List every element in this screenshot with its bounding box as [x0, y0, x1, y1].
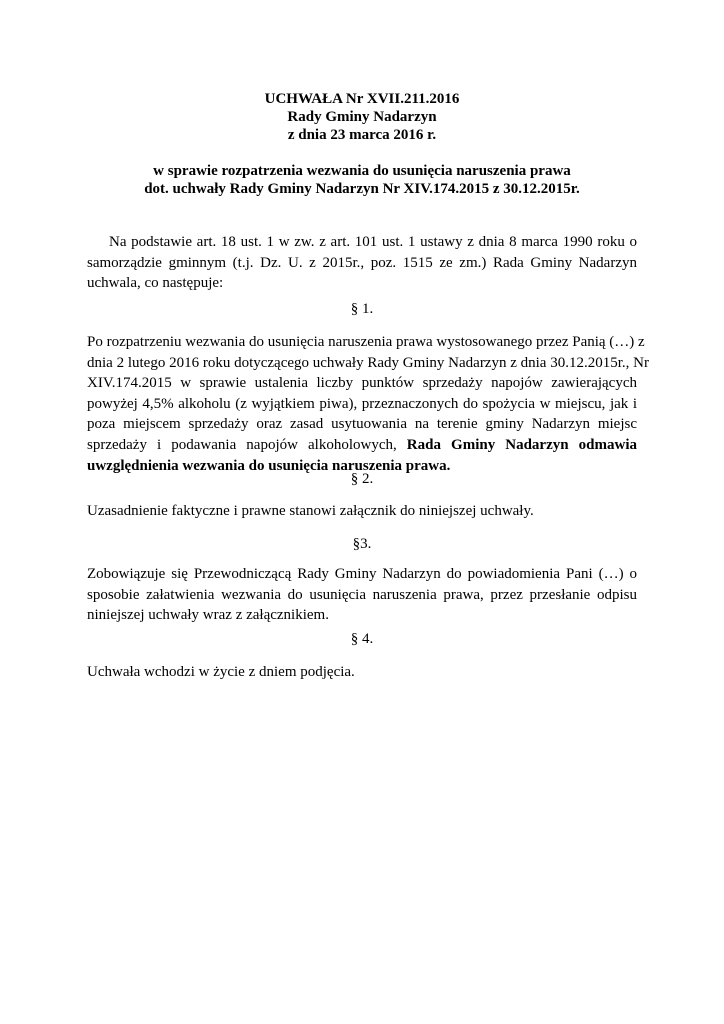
preamble-line: uchwala, co następuje: [87, 275, 224, 292]
subject-line-1: w sprawie rozpatrzenia wezwania do usunięcia naruszenia prawa [153, 163, 571, 179]
preamble-line: Na podstawie art. 18 ust. 1 w zw. z art. 101 ust. 1 ustawy z dnia 8 marca 1990 roku o [109, 234, 637, 250]
section-3-line: niniejszej uchwały wraz z załącznikiem. [87, 607, 329, 624]
section-2-heading: § 2. [350, 471, 374, 487]
section-2-paragraph [87, 501, 637, 522]
section-1-decision-text: uwzględnienia wezwania do usunięcia naruszenia prawa. [87, 457, 451, 474]
section-4-line: Uchwała wchodzi w życie z dniem podjęcia. [87, 664, 355, 680]
section-1-line: dnia 2 lutego 2016 roku dotyczącego uchwały Rady Gminy Nadarzyn z dnia 30.12.2015r., Nr [87, 354, 649, 371]
section-3-paragraph [87, 564, 637, 626]
section-1-decision-text: Rada Gminy Nadarzyn odmawia [406, 436, 637, 453]
section-3-line: Zobowiązuje się Przewodniczącą Rady Gminy Nadarzyn do powiadomienia Pani (…) o [87, 566, 637, 582]
section-1-heading: § 1. [350, 301, 374, 317]
section-1-line: XIV.174.2015 w sprawie ustalenia liczby punktów sprzedaży napojów zawierających [87, 375, 637, 392]
section-3-line: sposobie załatwienia wezwania do usunięcia naruszenia prawa, przez przesłanie odpisu [87, 586, 637, 603]
council-name: Rady Gminy Nadarzyn [287, 109, 437, 125]
section-4-heading: § 4. [350, 631, 374, 647]
section-2-line: Uzasadnienie faktyczne i prawne stanowi załącznik do niniejszej uchwały. [87, 503, 534, 519]
section-1-line [87, 435, 637, 456]
preamble-paragraph [87, 232, 637, 294]
section-1-line: powyżej 4,5% alkoholu (z wyjątkiem piwa), przeznaczonych do spożycia w miejscu, jak i [87, 395, 637, 412]
section-4-paragraph [87, 662, 637, 683]
section-3-heading: §3. [352, 536, 372, 552]
resolution-date: z dnia 23 marca 2016 r. [287, 127, 437, 143]
section-1-paragraph [87, 332, 649, 476]
section-1-line: poza miejscem sprzedaży oraz zasad usytuowania na terenie gminy Nadarzyn miejsc [87, 416, 637, 433]
section-1-plain-text: sprzedaży i podawania napojów alkoholowych, [87, 436, 397, 453]
preamble-line: samorządzie gminnym (t.j. Dz. U. z 2015r., poz. 1515 ze zm.) Rada Gminy Nadarzyn [87, 254, 637, 271]
resolution-title: UCHWAŁA Nr XVII.211.2016 [264, 91, 460, 107]
section-1-line: Po rozpatrzeniu wezwania do usunięcia naruszenia prawa wystosowanego przez Panią (…) z [87, 334, 645, 350]
subject-line-2: dot. uchwały Rady Gminy Nadarzyn Nr XIV.174.2015 z 30.12.2015r. [144, 181, 580, 197]
